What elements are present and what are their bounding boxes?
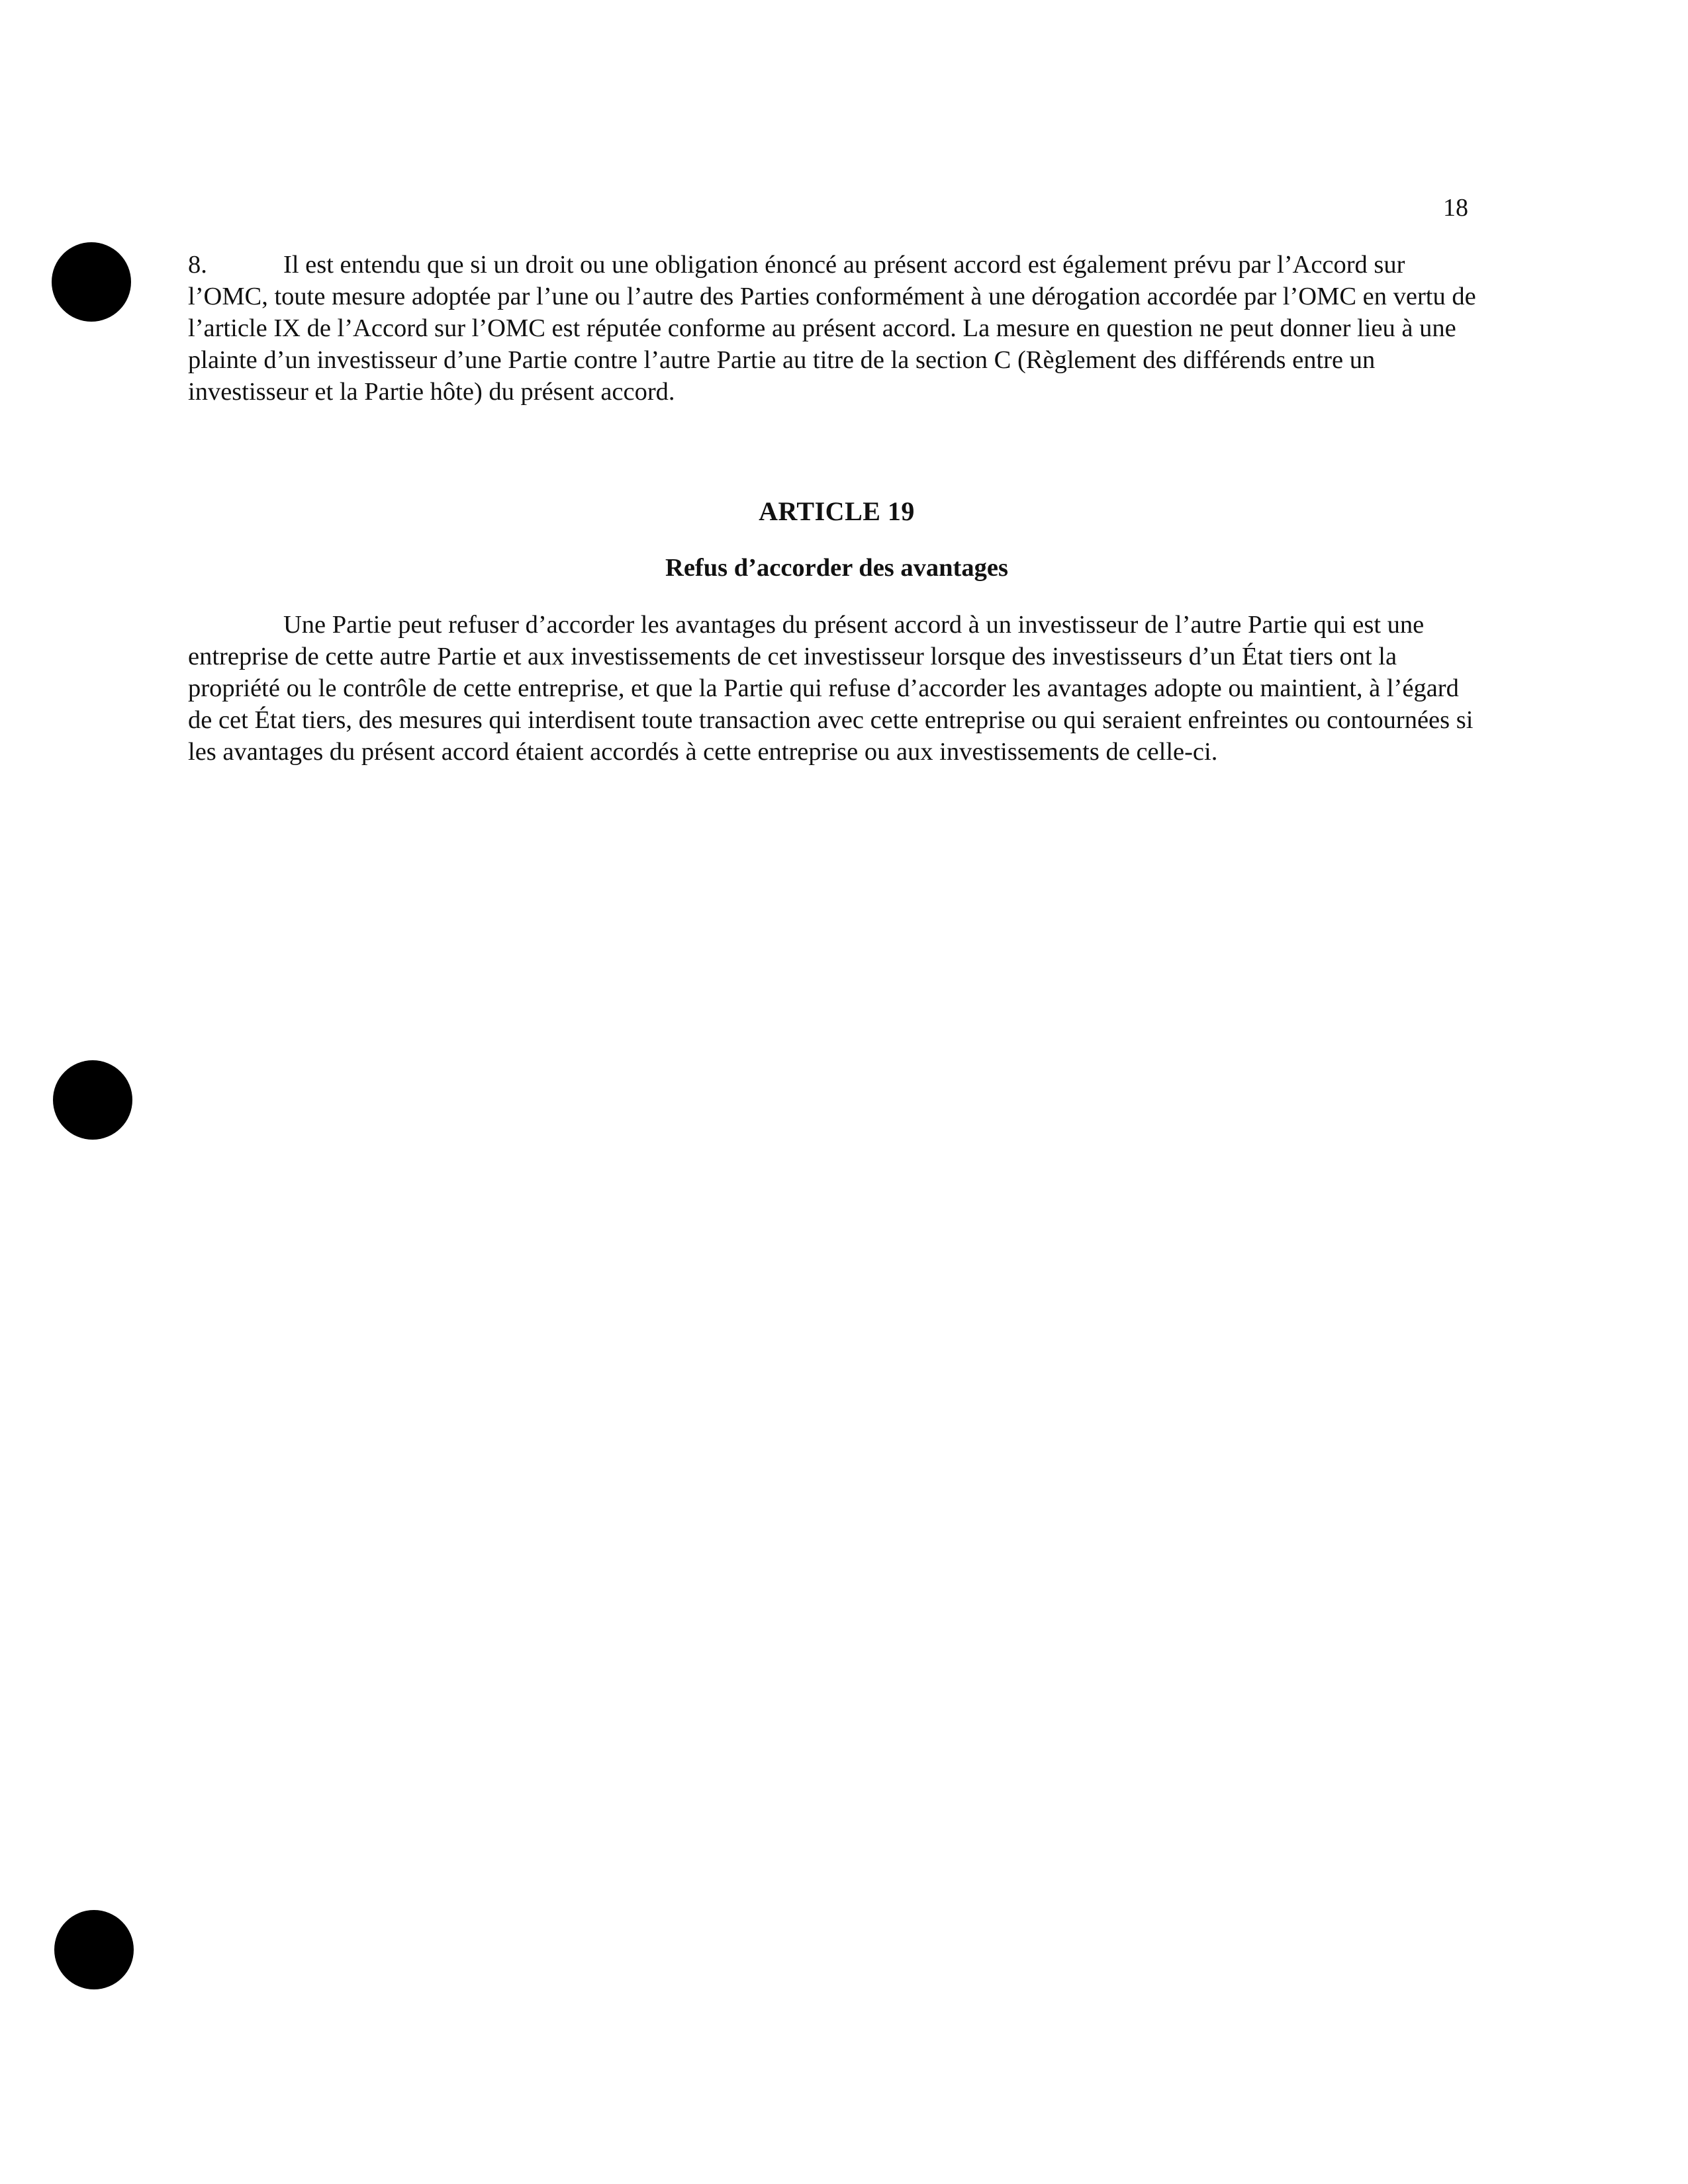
paragraph-8-text: Il est entendu que si un droit ou une obligation énoncé au présent accord est également prévu par l’Accord sur l’OMC, toute mesure adoptée par l’une ou l’autre des Parties conformément à une dérogation accordée par l’OMC en vertu de l’article IX de l’Accord sur l’OMC est réputée conforme au présent accord. La mesure en question ne peut donner lieu à une plainte d’un investisseur d’une Partie contre l’autre Partie au titre de la section C (Règlement des différends entre un investisseur et la Partie hôte) du présent accord.	[188, 251, 1476, 406]
article-heading: ARTICLE 19	[759, 496, 915, 526]
punch-hole-bottom	[54, 1910, 134, 1989]
punch-hole-top	[52, 242, 131, 322]
paragraph-8	[188, 249, 1485, 408]
punch-hole-middle	[53, 1060, 132, 1140]
article-19-paragraph: Une Partie peut refuser d’accorder les avantages du présent accord à un investisseur de l’autre Partie qui est une entreprise de cette autre Partie et aux investissements de cet investisseur lorsque des investisseurs d’un État tiers ont la propriété ou le contrôle de cette entreprise, et que la Partie qui refuse d’accorder les avantages adopte ou maintient, à l’égard de cet État tiers, des mesures qui interdisent toute transaction avec cette entreprise ou qui seraient enfreintes ou contournées si les avantages du présent accord étaient accordés à cette entreprise ou aux investissements de celle-ci.	[188, 611, 1474, 766]
page-number: 18	[1443, 194, 1468, 222]
paragraph-number: 8.	[188, 251, 207, 279]
article-subheading: Refus d’accorder des avantages	[665, 554, 1008, 582]
